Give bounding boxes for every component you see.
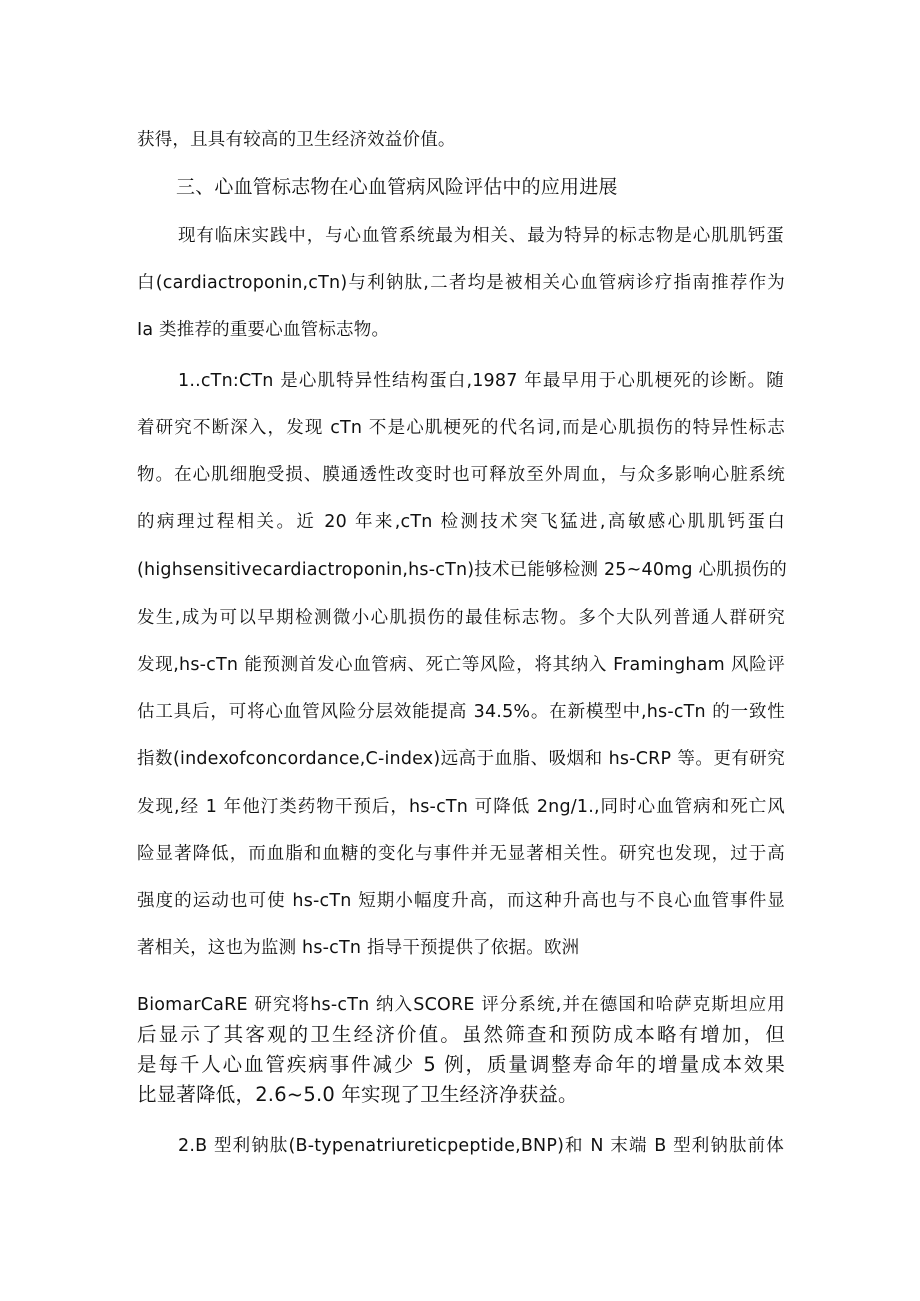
- text-line-21: 是每千人心血管疾病事件减少 5 例，质量调整寿命年的增量成本效果: [137, 1053, 785, 1076]
- text-line-8: 物。在心肌细胞受损、膜通透性改变时也可释放至外周血，与众多影响心脏系统: [137, 465, 785, 485]
- text-line-14: 指数(indexofconcordance,C-index)远高于血脂、吸烟和 hs-CRP 等。更有研究: [137, 749, 785, 769]
- text-line-1: 获得，且具有较高的卫生经济效益价值。: [137, 130, 456, 150]
- section-heading: 三、心血管标志物在心血管病风险评估中的应用进展: [176, 176, 618, 198]
- text-line-11: 发生,成为可以早期检测微小心肌损伤的最佳标志物。多个大队列普通人群研究: [137, 608, 785, 628]
- text-line-23: 2.B 型利钠肽(B-typenatriureticpeptide,BNP)和 N 末端 B 型利钠肽前体: [178, 1136, 784, 1156]
- text-line-12: 发现,hs-cTn 能预测首发心血管病、死亡等风险，将其纳入 Framingham 风险评: [137, 655, 785, 675]
- text-line-9: 的病理过程相关。近 20 年来,cTn 检测技术突飞猛进,高敏感心肌肌钙蛋白: [137, 512, 785, 532]
- text-line-18: 著相关，这也为监测 hs-cTn 指导干预提供了依据。欧洲: [137, 938, 580, 958]
- text-line-5: Ia 类推荐的重要心血管标志物。: [137, 320, 390, 340]
- text-line-3: 现有临床实践中，与心血管系统最为相关、最为特异的标志物是心肌肌钙蛋: [178, 226, 784, 246]
- text-line-17: 强度的运动也可使 hs-cTn 短期小幅度升高，而这种升高也与不良心血管事件显: [137, 891, 785, 911]
- text-line-16: 险显著降低，而血脂和血糖的变化与事件并无显著相关性。研究也发现，过于高: [137, 844, 785, 864]
- text-line-22: 比显著降低，2.6~5.0 年实现了卫生经济净获益。: [137, 1083, 578, 1106]
- text-line-20: 后显示了其客观的卫生经济价值。虽然筛查和预防成本略有增加，但: [137, 1023, 785, 1046]
- text-line-13: 估工具后，可将心血管风险分层效能提高 34.5%。在新模型中,hs-cTn 的一致性: [137, 702, 785, 722]
- text-line-7: 着研究不断深入，发现 cTn 不是心肌梗死的代名词,而是心肌损伤的特异性标志: [137, 418, 785, 438]
- text-line-19: BiomarCaRE 研究将hs-cTn 纳入SCORE 评分系统,并在德国和哈萨克斯坦应用: [137, 995, 785, 1015]
- text-line-4: 白(cardiactroponin,cTn)与利钠肽,二者均是被相关心血管病诊疗指南推荐作为: [137, 273, 785, 293]
- text-line-15: 发现,经 1 年他汀类药物干预后，hs-cTn 可降低 2ng/1.,同时心血管病和死亡风: [137, 797, 785, 817]
- text-line-10: (highsensitivecardiactroponin,hs-cTn)技术已能够检测 25~40mg 心肌损伤的: [137, 560, 787, 580]
- text-line-6: 1..cTn:CTn 是心肌特异性结构蛋白,1987 年最早用于心肌梗死的诊断。随: [178, 371, 784, 391]
